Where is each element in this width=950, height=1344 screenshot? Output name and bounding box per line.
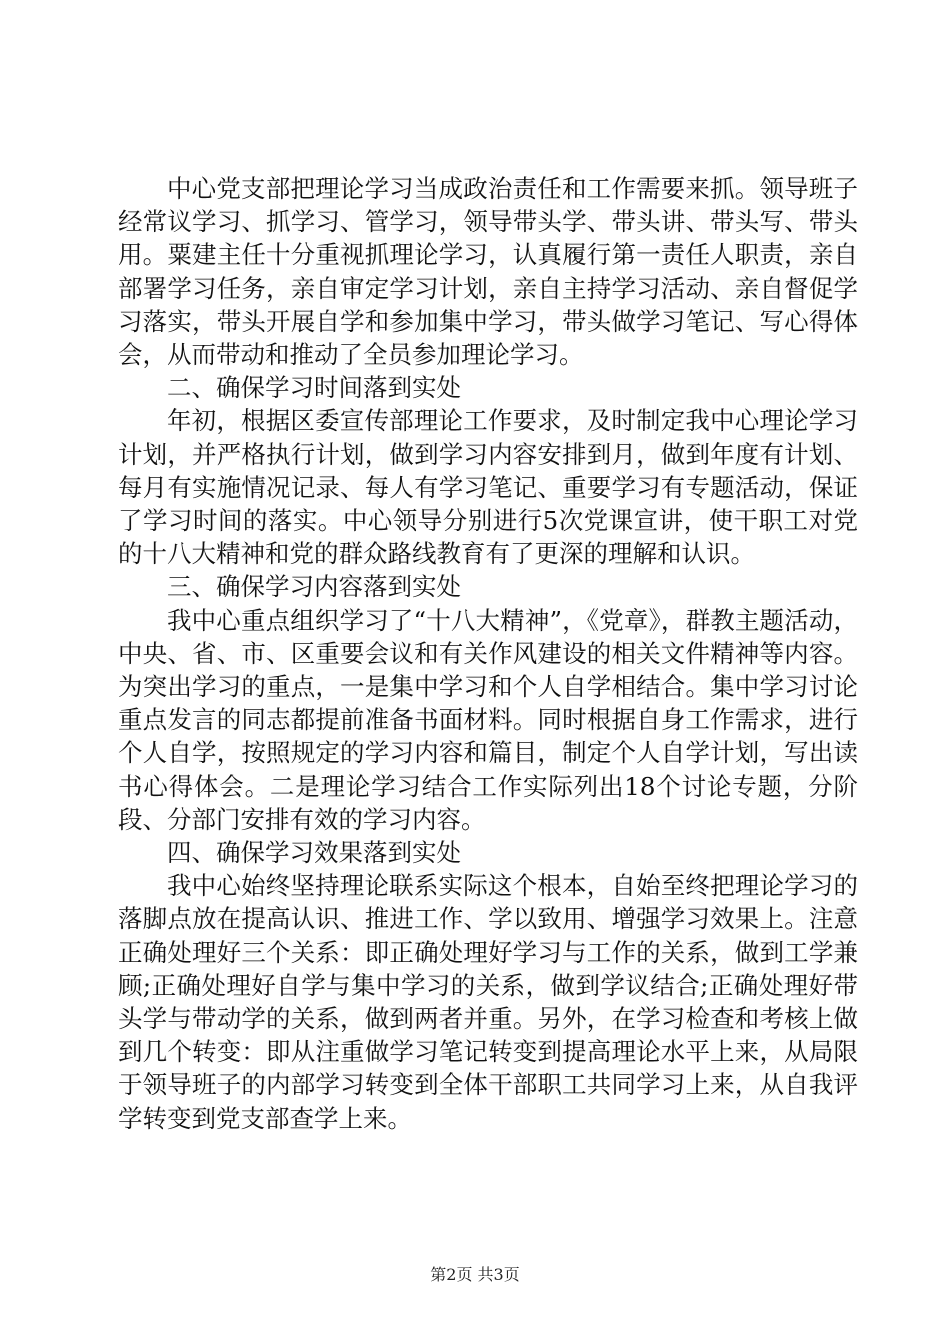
- section-heading-study-effect: 四、确保学习效果落到实处: [167, 838, 461, 868]
- paragraph-study-effect: 我中心始终坚持理论联系实际这个根本，自始至终把理论学习的落脚点放在提高认识、推进工作、学以致用、增强学习效果上。注意正确处理好三个关系：即正确处理好学习与工作的关系，做到工学兼顾;正确处理好自学与集中学习的关系，做到学议结合;正确处理好带头学与带动学的关系，做到两者并重。另外，在学习检查和考核上做到几个转变：即从注重做学习笔记转变到提高理论水平上来，从局限于领导班子的内部学习转变到全体干部职工共同学习上来，从自我评学转变到党支部查学上来。: [118, 871, 858, 1133]
- section-heading-study-content: 三、确保学习内容落到实处: [167, 572, 461, 602]
- page-number-footer: 第2页 共3页: [430, 1265, 520, 1284]
- paragraph-study-time: 年初，根据区委宣传部理论工作要求，及时制定我中心理论学习计划，并严格执行计划，做到学习内容安排到月，做到年度有计划、每月有实施情况记录、每人有学习笔记、重要学习有专题活动，保证了学习时间的落实。中心领导分别进行5次党课宣讲，使干职工对党的十八大精神和党的群众路线教育有了更深的理解和认识。: [118, 406, 858, 569]
- paragraph-leadership: 中心党支部把理论学习当成政治责任和工作需要来抓。领导班子经常议学习、抓学习、管学习，领导带头学、带头讲、带头写、带头用。粟建主任十分重视抓理论学习，认真履行第一责任人职责，亲自部署学习任务，亲自审定学习计划，亲自主持学习活动、亲自督促学习落实，带头开展自学和参加集中学习，带头做学习笔记、写心得体会，从而带动和推动了全员参加理论学习。: [118, 174, 858, 370]
- document-body: [118, 172, 858, 1135]
- section-heading-study-time: 二、确保学习时间落到实处: [167, 373, 461, 403]
- paragraph-study-content: 我中心重点组织学习了“十八大精神”，《党章》，群教主题活动，中央、省、市、区重要会议和有关作风建设的相关文件精神等内容。为突出学习的重点，一是集中学习和个人自学相结合。集中学习讨论重点发言的同志都提前准备书面材料。同时根据自身工作需求，进行个人自学，按照规定的学习内容和篇目，制定个人自学计划，写出读书心得体会。二是理论学习结合工作实际列出18个讨论专题，分阶段、分部门安排有效的学习内容。: [118, 605, 858, 834]
